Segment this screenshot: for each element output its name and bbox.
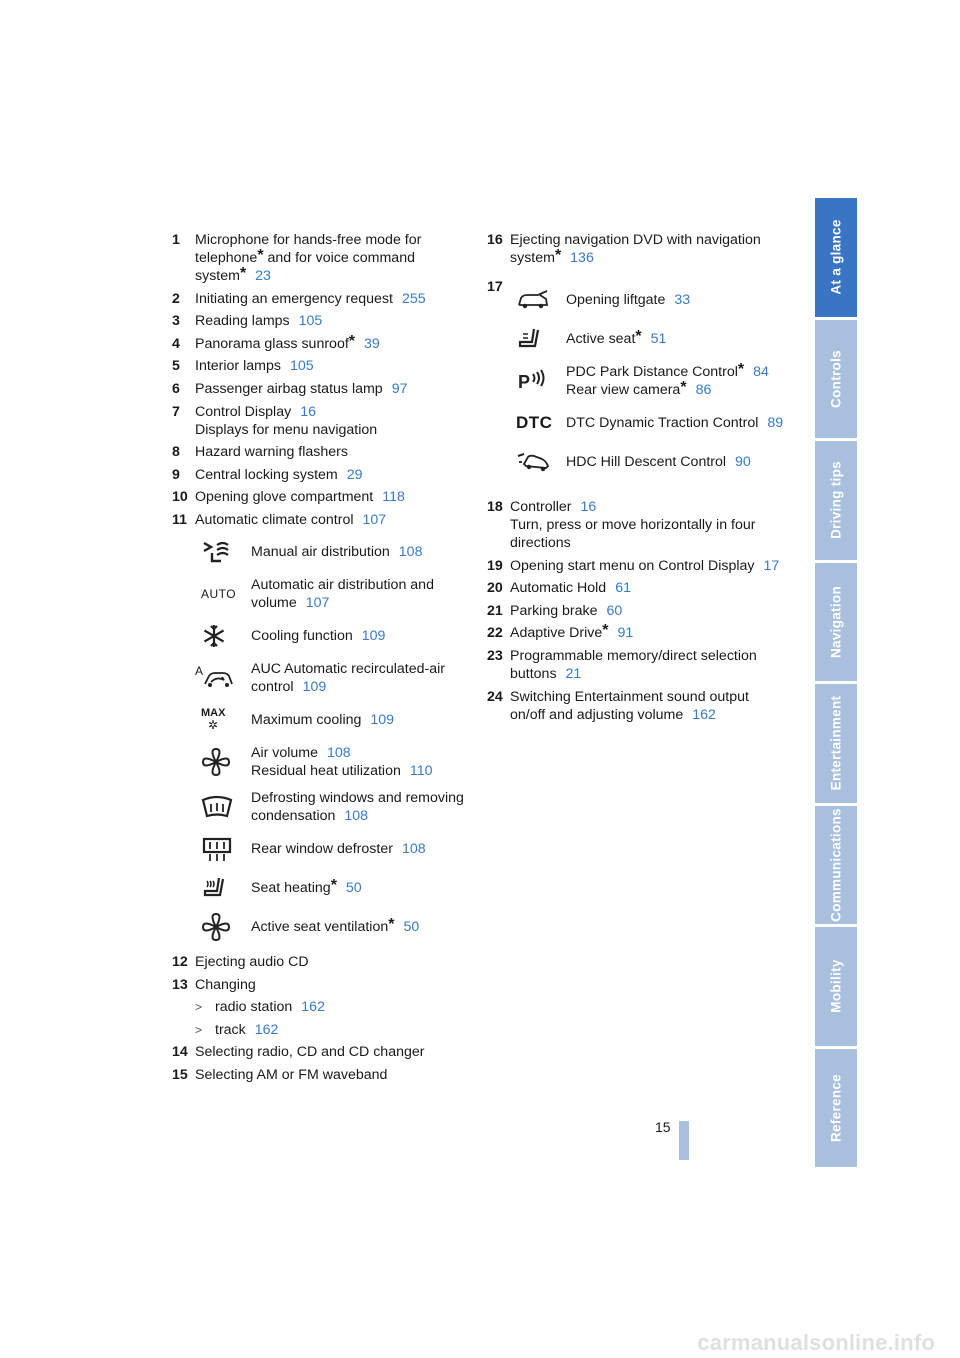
item-text: Control Display [195, 403, 292, 420]
item-text: Changing [195, 976, 256, 993]
item-number: 21 [487, 602, 503, 619]
list-item [487, 602, 787, 620]
item-text: Opening start menu on Control Display [510, 557, 755, 574]
item-text-line: system [195, 268, 240, 284]
icon-row-text: Rear window defroster [251, 840, 393, 857]
icon-row [510, 363, 787, 399]
page-ref-link[interactable]: 29 [346, 466, 363, 483]
item-text: Central locking system [195, 466, 338, 483]
page-ref-link[interactable]: 110 [409, 762, 433, 779]
icon-row-text: HDC Hill Descent Control [566, 454, 727, 470]
page-ref-link[interactable]: 89 [767, 415, 784, 431]
icon-row-text: Residual heat utilization [251, 762, 401, 779]
list-item [172, 1066, 472, 1084]
tab-controls[interactable] [815, 320, 857, 439]
item-number: 22 [487, 625, 503, 642]
page-ref-link[interactable]: 17 [763, 557, 780, 574]
item-text: Selecting radio, CD and CD changer [195, 1044, 425, 1061]
page-ref-link[interactable]: 61 [615, 580, 631, 597]
item-text: Panorama glass sunroof [195, 335, 349, 352]
bullet-marker: > [195, 1022, 203, 1037]
item-number: 18 [487, 499, 503, 515]
icon-row-text: DTC Dynamic Traction Control [566, 415, 759, 431]
item-text: Hazard warning flashers [195, 444, 348, 461]
item-text-line: telephone [195, 250, 258, 266]
page-ref-link[interactable]: 39 [364, 335, 380, 352]
item-number: 9 [172, 466, 180, 483]
item-text: Reading lamps [195, 313, 290, 330]
liftgate-icon [516, 289, 550, 311]
list-item [172, 511, 472, 529]
page-ref-link[interactable]: 118 [382, 489, 405, 506]
auto-icon: AUTO [201, 586, 237, 601]
asterisk: * [388, 915, 395, 933]
item-number: 8 [172, 444, 180, 461]
icon-row-text: control [251, 678, 294, 695]
page-ref-link[interactable]: 105 [298, 313, 323, 330]
item-number: 11 [172, 511, 187, 528]
rear-defrost-icon [201, 836, 233, 862]
watermark [0, 1328, 960, 1358]
icon-row [510, 285, 787, 315]
sub-item-text: radio station [215, 999, 293, 1016]
page-ref-link[interactable]: 136 [570, 250, 594, 266]
list-item [172, 953, 472, 971]
item-number: 4 [172, 335, 180, 352]
item-text-line: buttons [510, 665, 557, 682]
icon-row-text: Automatic air distribution and [251, 576, 434, 593]
list-item [172, 332, 472, 353]
list-item [172, 1043, 472, 1061]
asterisk: * [330, 876, 337, 894]
icon-row [195, 705, 472, 735]
page-ref-link[interactable]: 162 [692, 706, 716, 723]
climate-icon-list [195, 537, 472, 942]
item-text: Initiating an emergency request [195, 290, 393, 307]
right-column [487, 231, 787, 728]
tab-label: Communications [828, 807, 844, 922]
list-item [172, 231, 472, 285]
icon-row-text: Active seat [566, 331, 636, 347]
tab-label: Entertainment [828, 695, 844, 791]
page-ref-link[interactable]: 86 [695, 382, 712, 398]
list-item [172, 357, 472, 375]
icon-row-text: condensation [251, 807, 336, 824]
icon-row [195, 576, 472, 612]
item-number: 12 [172, 953, 188, 970]
page-number: 15 [655, 1119, 671, 1135]
page-ref-link[interactable]: 84 [753, 364, 769, 380]
tab-at-a-glance[interactable] [815, 198, 857, 317]
recirculation-icon-label: A [195, 663, 204, 678]
tab-label: Controls [828, 349, 844, 408]
asterisk: * [737, 361, 745, 378]
sub-item [195, 1021, 472, 1039]
windshield-defrost-icon [201, 794, 233, 820]
item-text-line: system [510, 250, 555, 266]
item-number: 1 [172, 232, 180, 248]
page-ref-link[interactable]: 109 [302, 678, 327, 695]
watermark-text: carmanualsonline.info [697, 1330, 935, 1355]
icon-row [195, 873, 472, 903]
item-text: Controller [510, 499, 572, 515]
icon-row-text: Seat heating [251, 879, 331, 896]
item-text: Automatic Hold [510, 580, 607, 597]
snowflake-icon [201, 623, 227, 649]
page-ref-link[interactable]: 90 [735, 454, 751, 470]
manual-air-distribution-icon [201, 539, 231, 565]
page-ref-link[interactable]: 91 [617, 625, 634, 642]
icon-row [510, 324, 787, 354]
tab-label: Mobility [828, 959, 844, 1013]
page-ref-link[interactable]: 60 [606, 602, 623, 619]
tab-label: Driving tips [828, 461, 844, 540]
item-number: 13 [172, 976, 188, 993]
bullet-marker: > [195, 1000, 203, 1015]
page-ref-link[interactable]: 109 [361, 627, 386, 644]
page-ref-link[interactable]: 16 [300, 403, 316, 420]
item-number: 17 [487, 279, 503, 295]
tab-label: At a glance [828, 219, 844, 295]
page-ref-link[interactable]: 255 [401, 290, 426, 307]
seat-heating-icon [201, 875, 227, 901]
chapter-tabs [815, 198, 857, 1170]
list-item [172, 403, 472, 439]
item-text: Passenger airbag status lamp [195, 380, 383, 397]
icon-row [195, 912, 472, 942]
seat-ventilation-icon [201, 912, 231, 942]
page-ref-link[interactable]: 107 [305, 594, 330, 611]
item-text: Opening glove compartment [195, 489, 374, 506]
icon-row [510, 447, 787, 477]
page-ref-link[interactable]: 109 [370, 711, 395, 728]
list-item [172, 312, 472, 330]
item-number: 23 [487, 647, 503, 664]
tab-mobility[interactable] [815, 927, 857, 1046]
item-text: Parking brake [510, 602, 598, 619]
item-text-line: Turn, press or move horizontally in four [510, 517, 756, 533]
icon-row-text: AUC Automatic recirculated-air [251, 660, 445, 677]
pdc-icon [516, 368, 546, 394]
item-text-line: Displays for menu navigation [195, 421, 378, 438]
item-number: 5 [172, 358, 180, 375]
list-item [172, 976, 472, 994]
icon-row-text: Rear view camera [566, 382, 681, 398]
list-item [487, 688, 787, 724]
list-item [487, 498, 787, 552]
item-number: 14 [172, 1044, 188, 1061]
list-item [172, 290, 472, 308]
icon-row [195, 621, 472, 651]
max-cooling-snowflake: ✲ [208, 718, 219, 733]
list-item [172, 466, 472, 484]
item-text-line: Ejecting navigation DVD with navigation [510, 232, 761, 248]
asterisk: * [239, 265, 247, 282]
page-ref-link[interactable]: 50 [345, 879, 362, 896]
item-text: Ejecting audio CD [195, 953, 309, 970]
item-number: 3 [172, 313, 180, 330]
page-ref-link[interactable]: 33 [674, 292, 691, 308]
icon-row-text: PDC Park Distance Control [566, 364, 738, 380]
icon-row-text: Maximum cooling [251, 711, 362, 728]
icon-row-text: Cooling function [251, 627, 353, 644]
hdc-icon [516, 450, 552, 474]
item-number: 20 [487, 580, 503, 597]
list-item [172, 488, 472, 506]
icon-row-text: Active seat ventilation [251, 918, 389, 935]
icon-row-text: Opening liftgate [566, 292, 666, 308]
page-ref-link[interactable]: 51 [650, 331, 667, 347]
tab-reference[interactable] [815, 1049, 857, 1168]
list-item [487, 647, 787, 683]
item-number: 16 [487, 232, 503, 248]
icon-row-text: volume [251, 594, 297, 611]
item-text [195, 231, 472, 285]
item-text: Selecting AM or FM waveband [195, 1066, 388, 1083]
asterisk: * [680, 379, 687, 396]
page-ref-link[interactable]: 162 [301, 999, 325, 1016]
sub-item-text: track [215, 1021, 246, 1038]
list-item [487, 231, 787, 267]
item-text: Adaptive Drive [510, 625, 603, 642]
asterisk: * [348, 332, 356, 350]
item-text: Programmable memory/direct selection [510, 647, 757, 664]
icon-row-text: Defrosting windows and removing [251, 789, 464, 806]
svg-text:P: P [518, 372, 531, 392]
sub-item [195, 998, 472, 1016]
page-ref-link[interactable]: 23 [255, 268, 271, 284]
list-item [487, 557, 787, 575]
icon-row [195, 789, 472, 825]
asterisk: * [257, 247, 264, 264]
list-item [487, 579, 787, 597]
max-cooling-icon: MAX [201, 707, 226, 720]
asterisk: * [602, 622, 609, 640]
page-ref-link[interactable]: 107 [362, 511, 387, 528]
page-ref-link[interactable]: 108 [401, 840, 426, 857]
driving-icon-list [510, 285, 787, 486]
icon-row [195, 744, 472, 780]
page-ref-link[interactable]: 97 [391, 380, 408, 397]
fan-icon [201, 747, 231, 777]
recirculation-icon [201, 666, 235, 690]
asterisk: * [554, 247, 562, 264]
icon-row [510, 408, 787, 438]
item-text-line: Microphone for hands-free mode for [195, 232, 422, 248]
tab-label: Reference [828, 1073, 844, 1142]
dtc-icon: DTC [516, 413, 553, 432]
page-ref-link[interactable]: 108 [327, 744, 351, 761]
item-text: Switching Entertainment sound output [510, 688, 749, 705]
item-number: 6 [172, 380, 180, 397]
page-ref-link[interactable]: 21 [565, 665, 582, 682]
list-item [172, 443, 472, 461]
icon-row [195, 537, 472, 567]
page-ref-link[interactable]: 108 [344, 807, 369, 824]
page-ref-link[interactable]: 105 [289, 358, 314, 375]
item-number: 24 [487, 688, 503, 705]
icon-row [195, 834, 472, 864]
item-number: 15 [172, 1066, 188, 1083]
tab-entertainment[interactable] [815, 684, 857, 803]
tab-navigation[interactable] [815, 563, 857, 682]
asterisk: * [635, 328, 642, 345]
item-number: 7 [172, 403, 180, 420]
item-text-line: directions [510, 535, 571, 551]
active-seat-icon [516, 326, 542, 352]
list-item-17 [487, 279, 787, 486]
page-ref-link[interactable]: 16 [580, 499, 597, 515]
item-text: Interior lamps [195, 358, 281, 375]
tab-communications[interactable] [815, 806, 857, 925]
item-number: 2 [172, 290, 180, 307]
list-item [172, 380, 472, 398]
item-text-line: on/off and adjusting volume [510, 706, 684, 723]
page-ref-link[interactable]: 162 [254, 1021, 279, 1038]
item-text: Automatic climate control [195, 511, 354, 528]
item-number: 19 [487, 557, 503, 574]
icon-row-text: Manual air distribution [251, 543, 390, 560]
tab-label: Navigation [828, 585, 844, 658]
icon-row [195, 660, 472, 696]
tab-driving-tips[interactable] [815, 441, 857, 560]
item-number: 10 [172, 489, 188, 506]
page-ref-link[interactable]: 108 [398, 543, 423, 560]
page-ref-link[interactable]: 50 [403, 918, 420, 935]
icon-row-text: Air volume [251, 744, 319, 761]
page-number-bar [679, 1121, 689, 1160]
list-item [487, 624, 787, 642]
left-column [172, 231, 472, 1089]
item-text-line: and for voice command [263, 250, 415, 266]
